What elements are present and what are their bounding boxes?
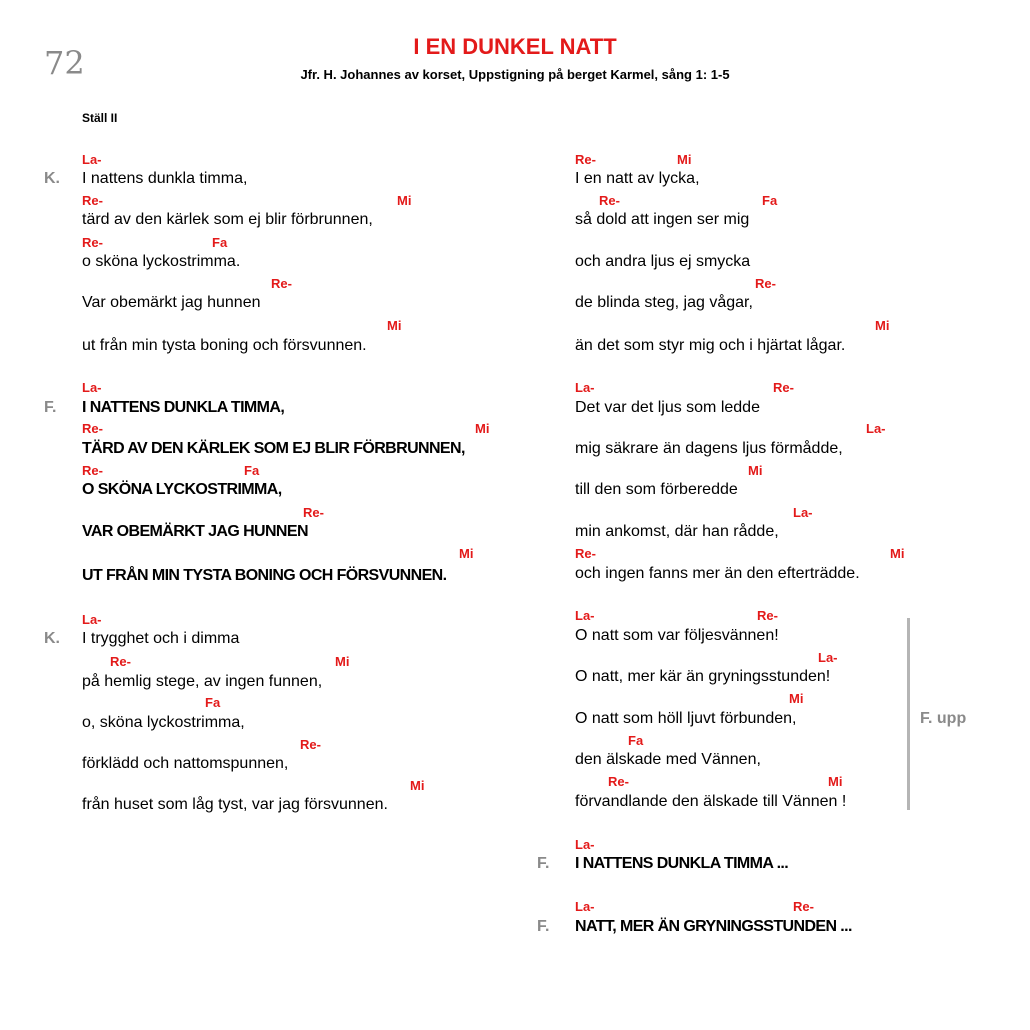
chord: Re- (599, 193, 620, 208)
lyric-line: de blinda steg, jag vågar, (575, 294, 753, 311)
chord: Re- (82, 235, 103, 250)
lyric-line: och andra ljus ej smycka (575, 253, 751, 270)
chord: Re- (110, 654, 131, 669)
chord: Mi (410, 778, 425, 793)
chord: Fa (205, 695, 221, 710)
lyric-line: än det som styr mig och i hjärtat lågar. (575, 337, 846, 354)
chord: La- (575, 380, 595, 395)
chord: Re- (755, 276, 776, 291)
chord: Mi (677, 152, 692, 167)
lyric-line: min ankomst, där han rådde, (575, 523, 779, 540)
marker-forsamling: F. (537, 855, 550, 872)
chord: Re- (773, 380, 794, 395)
chord: Re- (793, 899, 814, 914)
chord: Mi (335, 654, 350, 669)
lyric-line: ut från min tysta boning och försvunnen. (82, 337, 367, 354)
lyric-line: tärd av den kärlek som ej blir förbrunnen, (82, 211, 373, 228)
chord: Re- (575, 546, 596, 561)
lyric-line: I nattens dunkla timma, (82, 170, 248, 187)
setting-label: Ställ II (82, 111, 118, 125)
marker-forsamling: F. (44, 399, 57, 416)
lyric-line: VAR OBEMÄRKT JAG HUNNEN (82, 523, 308, 540)
chord: La- (82, 612, 102, 627)
chord: Fa (212, 235, 228, 250)
chord: La- (82, 152, 102, 167)
marker-kor: K. (44, 170, 60, 187)
chord: La- (82, 380, 102, 395)
lyric-line: mig säkrare än dagens ljus förmådde, (575, 440, 843, 457)
chord: Mi (748, 463, 763, 478)
lyric-line: UT FRÅN MIN TYSTA BONING OCH FÖRSVUNNEN. (82, 567, 447, 584)
lyric-line: O natt som var följesvännen! (575, 627, 779, 644)
chord: Re- (608, 774, 629, 789)
chord: Re- (82, 421, 103, 436)
lyric-line: o sköna lyckostrimma. (82, 253, 241, 270)
lyric-line: I en natt av lycka, (575, 170, 700, 187)
chord: Mi (397, 193, 412, 208)
lyric-line: I trygghet och i dimma (82, 630, 240, 647)
chord: Mi (387, 318, 402, 333)
chord: Mi (875, 318, 890, 333)
lyric-line: I NATTENS DUNKLA TIMMA, (82, 399, 285, 416)
bracket-label: F. upp (920, 710, 967, 727)
lyric-line: O natt som höll ljuvt förbunden, (575, 710, 797, 727)
lyric-line: I NATTENS DUNKLA TIMMA ... (575, 855, 789, 872)
chord: Re- (82, 193, 103, 208)
lyric-line: förvandlande den älskade till Vännen ! (575, 793, 847, 810)
lyric-line: O natt, mer kär än gryningsstunden! (575, 668, 831, 685)
chord: Mi (459, 546, 474, 561)
lyric-line: förklädd och nattomspunnen, (82, 755, 289, 772)
chord: La- (575, 899, 595, 914)
chord: Re- (575, 152, 596, 167)
chord: Re- (82, 463, 103, 478)
chord: La- (575, 837, 595, 852)
lyric-line: o, sköna lyckostrimma, (82, 714, 245, 731)
chord: La- (793, 505, 813, 520)
page-number: 72 (44, 44, 85, 82)
marker-kor: K. (44, 630, 60, 647)
lyric-line: Var obemärkt jag hunnen (82, 294, 261, 311)
lyric-line: den älskade med Vännen, (575, 751, 761, 768)
song-title: I EN DUNKEL NATT (413, 34, 617, 59)
chord: La- (818, 650, 838, 665)
lyric-line: så dold att ingen ser mig (575, 211, 750, 228)
chord: Fa (762, 193, 778, 208)
lyric-line: TÄRD AV DEN KÄRLEK SOM EJ BLIR FÖRBRUNNEN, (82, 440, 465, 457)
chord: Re- (271, 276, 292, 291)
marker-forsamling: F. (537, 918, 550, 935)
lyric-line: på hemlig stege, av ingen funnen, (82, 673, 323, 690)
chord: Fa (628, 733, 644, 748)
lyric-line: från huset som låg tyst, var jag försvunnen. (82, 796, 388, 813)
chord: Fa (244, 463, 260, 478)
chord: Mi (475, 421, 490, 436)
lyric-line: Det var det ljus som ledde (575, 399, 760, 416)
chord: Mi (890, 546, 905, 561)
lyric-line: NATT, MER ÄN GRYNINGSSTUNDEN ... (575, 918, 852, 935)
chord: Re- (303, 505, 324, 520)
chord: Re- (300, 737, 321, 752)
chord: La- (866, 421, 886, 436)
lyric-line: O SKÖNA LYCKOSTRIMMA, (82, 481, 282, 498)
chord: Re- (757, 608, 778, 623)
lyric-line: och ingen fanns mer än den efterträdde. (575, 565, 860, 582)
song-subtitle: Jfr. H. Johannes av korset, Uppstigning på berget Karmel, sång 1: 1-5 (300, 67, 730, 82)
repeat-bracket (907, 618, 910, 810)
lyric-line: till den som förberedde (575, 481, 738, 498)
chord: Mi (828, 774, 843, 789)
chord: Mi (789, 691, 804, 706)
chord: La- (575, 608, 595, 623)
